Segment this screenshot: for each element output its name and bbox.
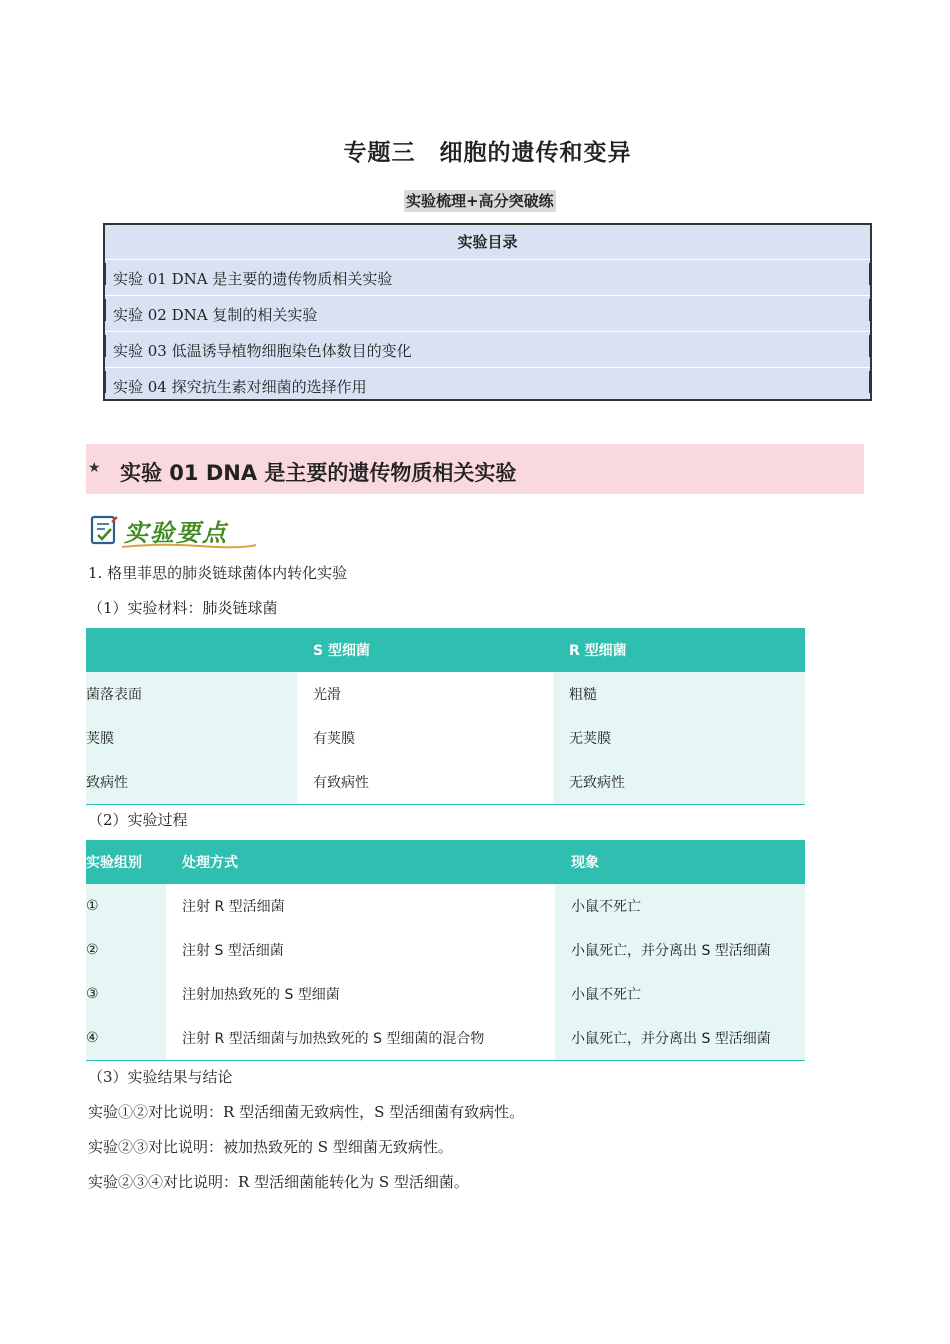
checklist-icon [90, 514, 120, 546]
toc-item-1[interactable]: 实验 01 DNA 是主要的遗传物质相关实验 [113, 270, 393, 288]
table-cell: ② [86, 928, 166, 972]
table-row [86, 672, 805, 716]
table-row [86, 884, 805, 928]
table-cell: 致病性 [86, 760, 297, 805]
toc-item-4[interactable]: 实验 04 探究抗生素对细菌的选择作用 [113, 378, 367, 396]
table-header-row [86, 628, 805, 672]
table-row [86, 716, 805, 760]
table-header-cell: R 型细菌 [553, 628, 805, 672]
page-title: 专题三 细胞的遗传和变异 [343, 140, 632, 166]
toc-divider [105, 331, 870, 332]
table-cell: 粗糙 [553, 672, 805, 716]
table-cell: 无致病性 [553, 760, 805, 805]
table-cell: 光滑 [297, 672, 553, 716]
table-header-cell: 处理方式 [166, 840, 555, 884]
experiment-table-of-contents [103, 223, 872, 401]
table-header-cell [86, 628, 297, 672]
subheading-materials: （1）实验材料：肺炎链球菌 [88, 599, 278, 617]
table-cell: 小鼠死亡，并分离出 S 型活细菌 [555, 928, 805, 972]
conclusion-line: 实验②③对比说明：被加热致死的 S 型细菌无致病性。 [88, 1138, 453, 1156]
table-cell: 荚膜 [86, 716, 297, 760]
toc-divider [103, 371, 106, 393]
table-header-cell: 实验组别 [86, 840, 166, 884]
table-cell: ① [86, 884, 166, 928]
key-points-label: 实验要点 [124, 518, 228, 547]
section-title: 实验 01 DNA 是主要的遗传物质相关实验 [120, 461, 517, 485]
key-points-badge [90, 512, 230, 546]
toc-divider [103, 335, 106, 357]
experiment-process-table [86, 840, 805, 1061]
item-heading: 1. 格里菲思的肺炎链球菌体内转化实验 [88, 564, 348, 582]
table-cell: 注射 R 型活细菌 [166, 884, 555, 928]
toc-divider [105, 259, 870, 260]
table-cell: 小鼠不死亡 [555, 972, 805, 1016]
toc-divider [869, 335, 872, 357]
subheading-process: （2）实验过程 [88, 811, 188, 829]
table-header-cell: 现象 [555, 840, 805, 884]
table-cell: 注射加热致死的 S 型细菌 [166, 972, 555, 1016]
table-cell: 有荚膜 [297, 716, 553, 760]
page-subtitle: 实验梳理+高分突破练 [406, 192, 554, 210]
toc-heading: 实验目录 [457, 233, 518, 251]
table-cell: 有致病性 [297, 760, 553, 805]
subheading-results: （3）实验结果与结论 [88, 1068, 233, 1086]
table-header-cell: S 型细菌 [297, 628, 553, 672]
toc-divider [105, 295, 870, 296]
table-cell: 无荚膜 [553, 716, 805, 760]
toc-item-2[interactable]: 实验 02 DNA 复制的相关实验 [113, 306, 318, 324]
table-cell: 注射 R 型活细菌与加热致死的 S 型细菌的混合物 [166, 1016, 555, 1061]
table-row [86, 760, 805, 805]
table-cell: ④ [86, 1016, 166, 1061]
table-cell: 菌落表面 [86, 672, 297, 716]
toc-divider [869, 263, 872, 285]
table-row [86, 1016, 805, 1061]
toc-item-3[interactable]: 实验 03 低温诱导植物细胞染色体数目的变化 [113, 342, 412, 360]
toc-divider [103, 263, 106, 285]
table-cell: ③ [86, 972, 166, 1016]
conclusion-line: 实验②③④对比说明：R 型活细菌能转化为 S 型活细菌。 [88, 1173, 469, 1191]
table-cell: 注射 S 型活细菌 [166, 928, 555, 972]
toc-divider [105, 367, 870, 368]
table-header-row [86, 840, 805, 884]
underline-decoration [120, 542, 260, 550]
toc-divider [103, 299, 106, 321]
table-cell: 小鼠死亡，并分离出 S 型活细菌 [555, 1016, 805, 1061]
toc-divider [869, 299, 872, 321]
toc-divider [869, 371, 872, 393]
table-row [86, 972, 805, 1016]
bacteria-comparison-table [86, 628, 805, 805]
table-cell: 小鼠不死亡 [555, 884, 805, 928]
table-row [86, 928, 805, 972]
conclusion-line: 实验①②对比说明：R 型活细菌无致病性，S 型活细菌有致病性。 [88, 1103, 525, 1121]
star-icon: ★ [88, 460, 101, 476]
